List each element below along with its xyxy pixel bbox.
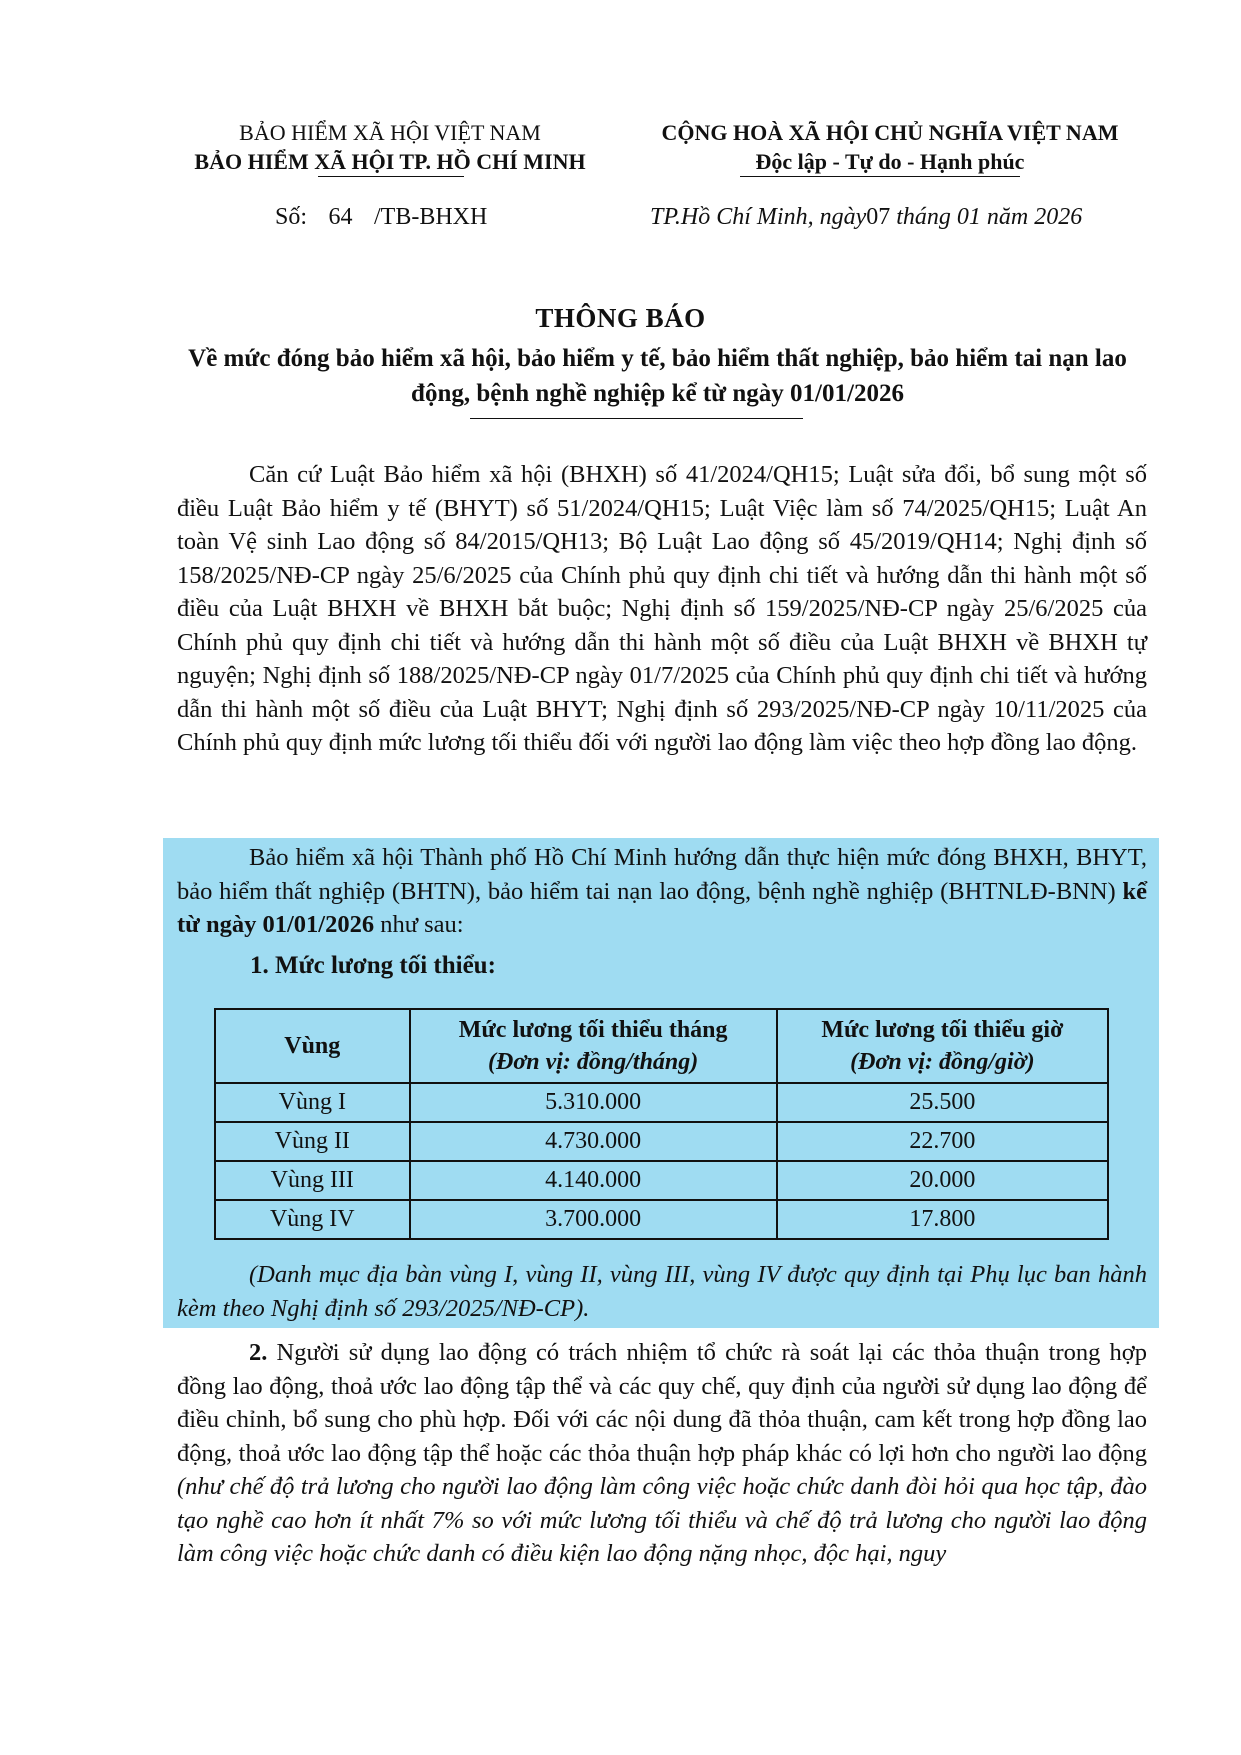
cell-monthly: 5.310.000	[410, 1083, 777, 1122]
title-underline	[470, 418, 803, 419]
employer-responsibility-paragraph	[177, 1336, 1147, 1571]
cell-hourly: 22.700	[777, 1122, 1108, 1161]
header-monthly	[410, 1009, 777, 1083]
header-monthly-unit: (Đơn vị: đồng/tháng)	[488, 1049, 699, 1075]
document-date	[650, 204, 1082, 231]
header-monthly-label: Mức lương tối thiểu tháng	[458, 1017, 728, 1043]
doc-number-suffix: /TB-BHXH	[374, 204, 488, 230]
section-1-heading: 1. Mức lương tối thiểu:	[250, 952, 496, 979]
date-day: 07	[866, 204, 891, 230]
document-number	[275, 204, 487, 231]
date-before: TP.Hồ Chí Minh, ngày	[650, 204, 867, 230]
issuer-name: BẢO HIỂM XÃ HỘI TP. HỒ CHÍ MINH	[194, 149, 586, 174]
table-header-row	[215, 1009, 1108, 1083]
doc-number-prefix: Số:	[275, 204, 308, 230]
table-row	[215, 1122, 1108, 1161]
cell-hourly: 17.800	[777, 1200, 1108, 1239]
doc-number-value: 64	[328, 204, 353, 230]
issuer-parent: BẢO HIỂM XÃ HỘI VIỆT NAM	[239, 120, 541, 145]
item-2-italic: (như chế độ trả lương cho người lao động làm công việc hoặc chức danh đòi hỏi qua học tập, đào tạo nghề cao hơn ít nhất 7% so với mức lương tối thiểu và chế độ trả lương cho người lao động làm công việc hoặc chức danh có điều kiện lao động nặng nhọc, độc hại, nguy	[177, 1473, 1147, 1567]
legal-basis-paragraph: Căn cứ Luật Bảo hiểm xã hội (BHXH) số 41/2024/QH15; Luật sửa đổi, bổ sung một số điều Luật Bảo hiểm y tế (BHYT) số 51/2024/QH15; Luật Việc làm số 74/2025/QH15; Luật An toàn Vệ sinh Lao động số 84/2015/QH13; Bộ Luật Lao động số 45/2019/QH14; Nghị định số 158/2025/NĐ-CP ngày 25/6/2025 của Chính phủ quy định chi tiết và hướng dẫn thi hành một số điều của Luật BHXH về BHXH bắt buộc; Nghị định số 159/2025/NĐ-CP ngày 25/6/2025 của Chính phủ quy định chi tiết và hướng dẫn thi hành một số điều của Luật BHXH về BHXH tự nguyện; Nghị định số 188/2025/NĐ-CP ngày 01/7/2025 của Chính phủ quy định chi tiết và hướng dẫn thi hành một số điều của Luật BHYT; Nghị định số 293/2025/NĐ-CP ngày 10/11/2025 của Chính phủ quy định mức lương tối thiểu đối với người lao động làm việc theo hợp đồng lao động.	[177, 461, 1147, 756]
header-hourly	[777, 1009, 1108, 1083]
motto: Độc lập - Tự do - Hạnh phúc	[755, 149, 1025, 174]
table-row	[215, 1083, 1108, 1122]
guidance-tail: như sau:	[380, 911, 464, 938]
item-2-text: Người sử dụng lao động có trách nhiệm tổ chức rà soát lại các thỏa thuận trong hợp đồng lao động, thoả ước lao động tập thể và các quy chế, quy định của người sử dụng lao động để điều chỉnh, bổ sung cho phù hợp. Đối với các nội dung đã thỏa thuận, cam kết trong hợp đồng lao động, thoả ước lao động tập thể hoặc các thỏa thuận hợp pháp khác có lợi hơn cho người lao động	[177, 1339, 1148, 1467]
guidance-text: Bảo hiểm xã hội Thành phố Hồ Chí Minh hướng dẫn thực hiện mức đóng BHXH, BHYT, bảo hiểm thất nghiệp (BHTN), bảo hiểm tai nạn lao động, bệnh nghề nghiệp (BHTNLĐ-BNN)	[177, 844, 1147, 905]
cell-monthly: 3.700.000	[410, 1200, 777, 1239]
date-after: tháng 01 năm 2026	[896, 204, 1083, 230]
header-region: Vùng	[215, 1009, 410, 1083]
issuer-block	[150, 118, 630, 176]
guidance-paragraph	[177, 841, 1147, 942]
cell-region: Vùng IV	[215, 1200, 410, 1239]
guidance-effective-date: kể từ ngày 01/01/2026	[177, 877, 1148, 938]
motto-underline	[740, 176, 1020, 177]
national-motto-block	[620, 118, 1160, 176]
item-2-number: 2.	[249, 1339, 268, 1366]
document-title: THÔNG BÁO	[535, 303, 706, 333]
header-hourly-label: Mức lương tối thiểu giờ	[821, 1017, 1064, 1043]
issuer-underline	[318, 176, 464, 177]
minimum-wage-table	[214, 1008, 1109, 1240]
header-hourly-unit: (Đơn vị: đồng/giờ)	[850, 1049, 1035, 1075]
country-name: CỘNG HOÀ XÃ HỘI CHỦ NGHĨA VIỆT NAM	[661, 120, 1119, 145]
cell-region: Vùng II	[215, 1122, 410, 1161]
cell-hourly: 20.000	[777, 1161, 1108, 1200]
cell-monthly: 4.140.000	[410, 1161, 777, 1200]
table-row	[215, 1200, 1108, 1239]
cell-hourly: 25.500	[777, 1083, 1108, 1122]
cell-region: Vùng III	[215, 1161, 410, 1200]
region-list-note: (Danh mục địa bàn vùng I, vùng II, vùng III, vùng IV được quy định tại Phụ lục ban hành kèm theo Nghị định số 293/2025/NĐ-CP).	[177, 1261, 1147, 1322]
table-row	[215, 1161, 1108, 1200]
cell-region: Vùng I	[215, 1083, 410, 1122]
document-subtitle: Về mức đóng bảo hiểm xã hội, bảo hiểm y tế, bảo hiểm thất nghiệp, bảo hiểm tai nạn lao động, bệnh nghề nghiệp kể từ ngày 01/01/2026	[188, 345, 1127, 407]
cell-monthly: 4.730.000	[410, 1122, 777, 1161]
